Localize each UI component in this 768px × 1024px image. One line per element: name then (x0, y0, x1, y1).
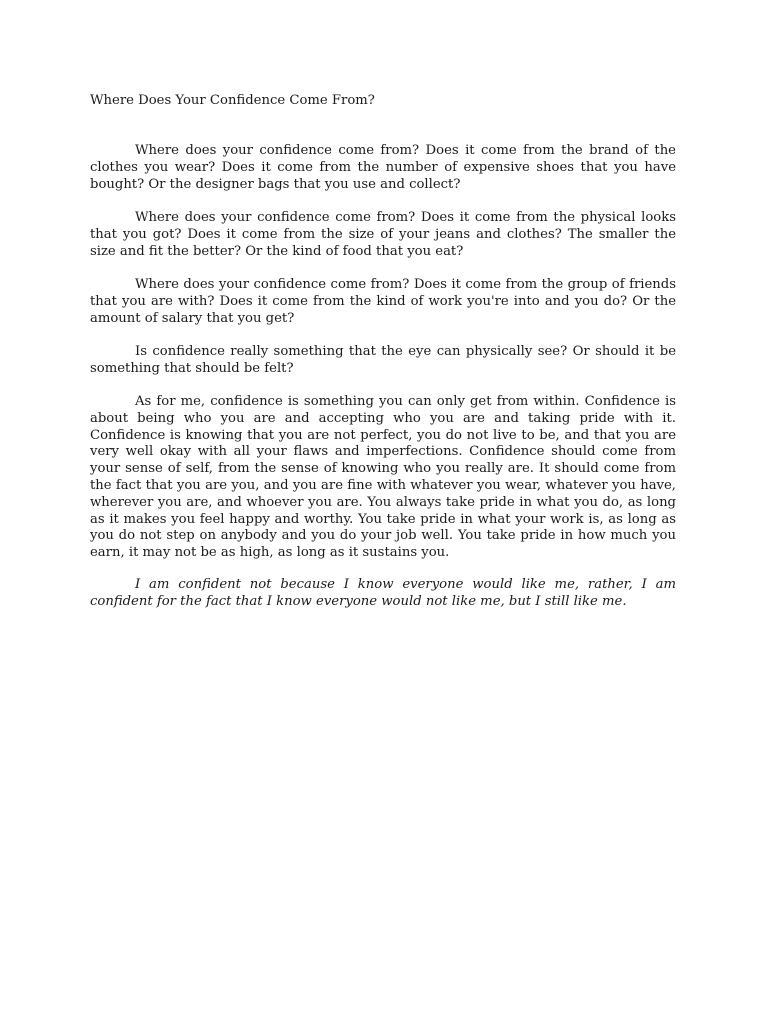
paragraph-2: Where does your confidence come from? Does it come from the physical looks that you got? Does it come from the size of your jeans and clothes? The smaller the size and fit the better? Or the kind of food that you eat? (90, 210, 676, 259)
document-title: Where Does Your Confidence Come From? (90, 93, 375, 108)
paragraph-4: Is confidence really something that the eye can physically see? Or should it be something that should be felt? (90, 344, 676, 376)
paragraph-1: Where does your confidence come from? Does it come from the brand of the clothes you wear? Does it come from the number of expensive shoes that you have bought? Or the designer bags that you use and collect? (90, 143, 676, 192)
paragraph-5: As for me, confidence is something you can only get from within. Confidence is about being who you are and accepting who you are and taking pride with it. Confidence is knowing that you are not perfect, you do not live to be, and that you are very well okay with all your flaws and imperfections. Confidence should come from your sense of self, from the sense of knowing who you really are. It should come from the fact that you are you, and you are fine with whatever you wear, whatever you have, wherever you are, and whoever you are. You always take pride in what you do, as long as it makes you feel happy and worthy. You take pride in what your work is, as long as you do not step on anybody and you do your job well. You take pride in how much you earn, it may not be as high, as long as it sustains you. (90, 394, 676, 561)
paragraph-3: Where does your confidence come from? Does it come from the group of friends that you are with? Does it come from the kind of work you're into and you do? Or the amount of salary that you get? (90, 277, 676, 326)
closing-quote-paragraph: I am confident not because I know everyone would like me, rather, I am confident for the fact that I know everyone would not like me, but I still like me. (90, 577, 676, 609)
